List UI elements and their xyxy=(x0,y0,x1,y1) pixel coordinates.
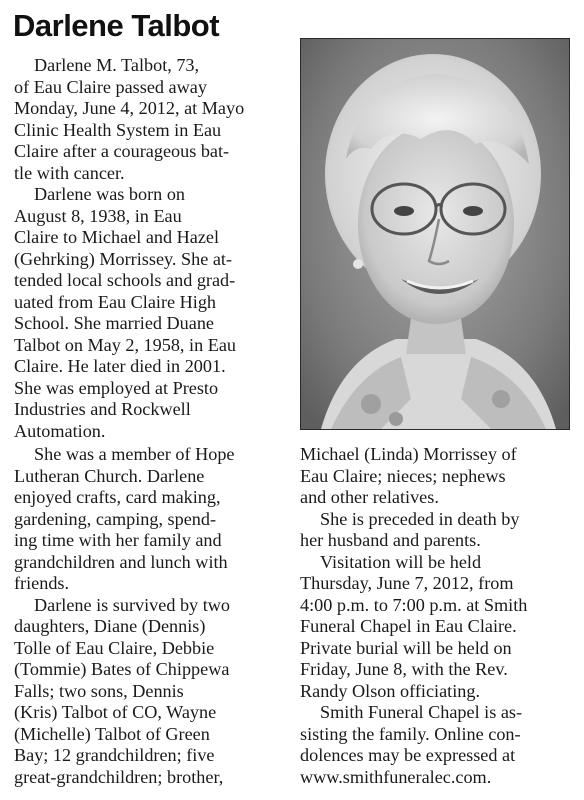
text-line: Smith Funeral Chapel is as- xyxy=(320,702,523,722)
text-line: ing time with her family and xyxy=(14,530,222,550)
obituary-column-1-bottom xyxy=(14,444,286,788)
text-line: Monday, June 4, 2012, at Mayo xyxy=(14,98,245,118)
text-line: daughters, Diane (Dennis) xyxy=(14,616,206,636)
text-line: gardening, camping, spend- xyxy=(14,508,217,529)
text-line: Clinic Health System in Eau xyxy=(14,119,222,140)
text-line: tended local schools and grad- xyxy=(14,270,236,290)
text-line: Automation. xyxy=(14,420,106,441)
text-line: August 8, 1938, in Eau xyxy=(14,205,182,226)
obituary-column-1-top xyxy=(14,55,286,442)
text-line: (Michelle) Talbot of Green xyxy=(14,723,210,744)
text-line: 4:00 p.m. to 7:00 p.m. at Smith xyxy=(300,594,528,615)
text-line: and other relatives. xyxy=(300,487,439,507)
text-line: She was employed at Presto xyxy=(14,377,219,398)
text-line: sisting the family. Online con- xyxy=(300,723,521,744)
text-line: friends. xyxy=(14,573,70,593)
obituary-title: Darlene Talbot xyxy=(13,8,220,43)
text-line: She is preceded in death by xyxy=(320,508,520,529)
text-line: Bay; 12 grandchildren; five xyxy=(14,745,215,765)
text-line: Darlene M. Talbot, 73, xyxy=(34,55,200,75)
text-line: Thursday, June 7, 2012, from xyxy=(300,573,514,593)
text-line: dolences may be expressed at xyxy=(300,745,516,765)
text-line: Tolle of Eau Claire, Debbie xyxy=(14,637,215,658)
text-line: Michael (Linda) Morrissey of xyxy=(300,444,517,464)
text-line: enjoyed crafts, card making, xyxy=(14,487,221,507)
text-line: tle with cancer. xyxy=(14,162,125,183)
text-line: Darlene was born on xyxy=(34,184,186,204)
text-line: grandchildren and lunch with xyxy=(14,551,228,572)
text-line: Claire after a courageous bat- xyxy=(14,141,230,161)
text-line: Claire to Michael and Hazel xyxy=(14,227,220,247)
text-line: (Tommie) Bates of Chippewa xyxy=(14,659,230,679)
text-line: great-grandchildren; brother, xyxy=(14,766,224,787)
text-line: Eau Claire; nieces; nephews xyxy=(300,465,506,486)
text-line: Friday, June 8, with the Rev. xyxy=(300,659,508,679)
text-line: Claire. He later died in 2001. xyxy=(14,356,226,376)
text-line: (Kris) Talbot of CO, Wayne xyxy=(14,702,217,722)
text-line: Industries and Rockwell xyxy=(14,399,191,419)
text-line: Talbot on May 2, 1958, in Eau xyxy=(14,334,236,355)
text-line: her husband and parents. xyxy=(300,530,481,550)
text-line: of Eau Claire passed away xyxy=(14,76,207,97)
text-line: Visitation will be held xyxy=(320,551,482,572)
text-line: Falls; two sons, Dennis xyxy=(14,680,184,701)
text-line: Funeral Chapel in Eau Claire. xyxy=(300,616,517,636)
portrait-image xyxy=(301,39,569,429)
text-line: School. She married Duane xyxy=(14,313,215,333)
text-line: Private burial will be held on xyxy=(300,637,512,658)
text-line: Darlene is survived by two xyxy=(34,594,230,615)
text-line: Lutheran Church. Darlene xyxy=(14,465,205,486)
text-line: uated from Eau Claire High xyxy=(14,291,217,312)
obituary-column-2-bottom xyxy=(300,444,580,788)
text-line: She was a member of Hope xyxy=(34,444,235,464)
text-line: Randy Olson officiating. xyxy=(300,680,481,701)
portrait-photo xyxy=(300,38,570,430)
text-line: (Gehrking) Morrissey. She at- xyxy=(14,248,233,269)
text-line: www.smithfuneralec.com. xyxy=(300,766,492,787)
